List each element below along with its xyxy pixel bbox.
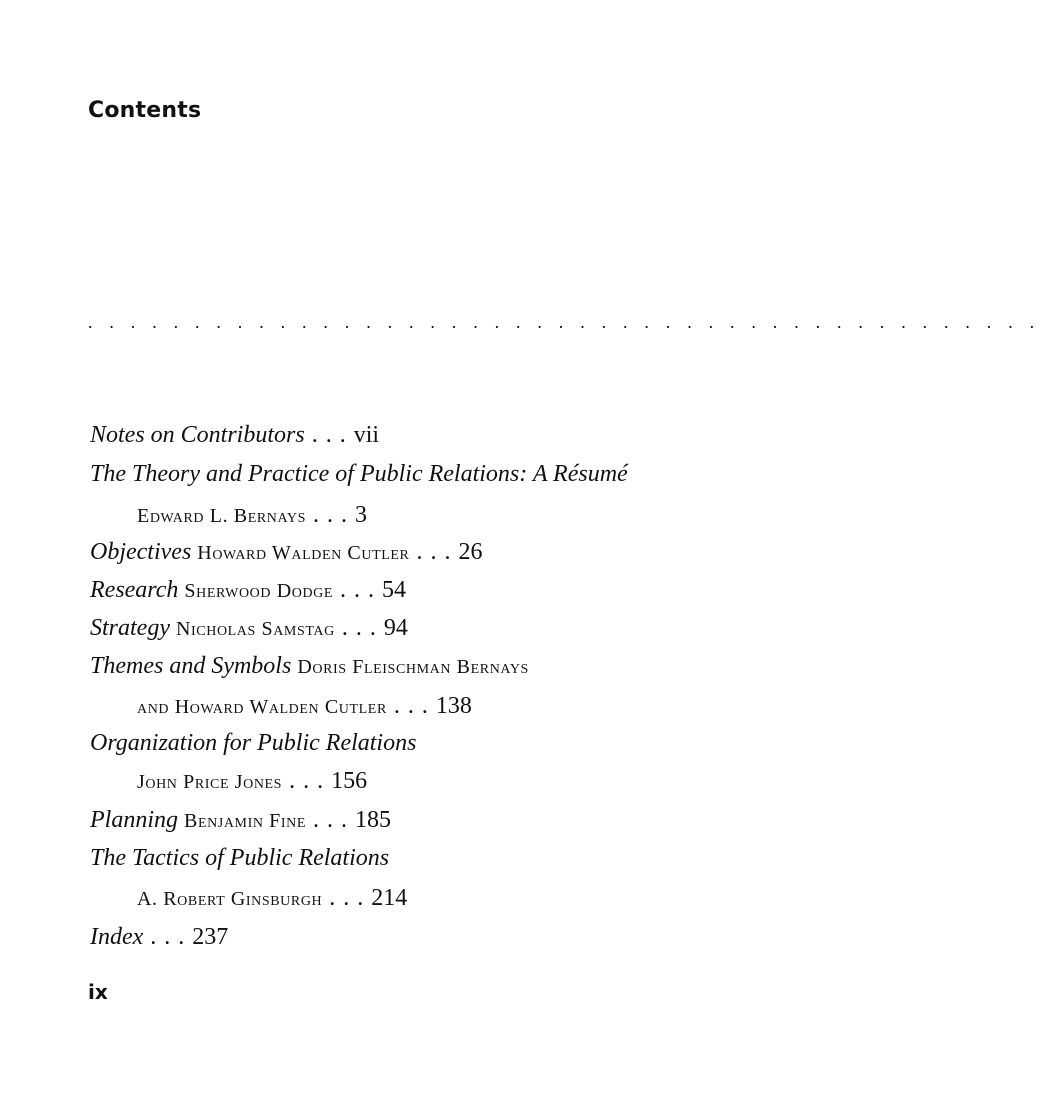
entry-author: A. Robert Ginsburgh	[137, 888, 323, 910]
entry-title: Strategy	[90, 615, 170, 641]
entry-leader: . . .	[306, 807, 356, 833]
toc-entry-theory-practice[interactable]	[90, 460, 628, 488]
entry-title: Planning	[90, 807, 178, 833]
entry-title: Notes on Contributors	[90, 422, 305, 448]
entry-title: Organization for Public Relations	[90, 730, 417, 756]
page-title: Contents	[88, 98, 202, 123]
entry-title: The Tactics of Public Relations	[90, 845, 390, 871]
entry-leader: . . .	[333, 577, 383, 603]
entry-author: Howard Walden Cutler	[197, 542, 410, 564]
entry-page: 237	[192, 924, 229, 950]
entry-author: John Price Jones	[137, 771, 283, 793]
entry-author: Nicholas Samstag	[175, 618, 335, 640]
entry-page: 54	[382, 577, 407, 603]
entry-leader: . . .	[143, 924, 193, 950]
toc-entry-contributors[interactable]	[90, 421, 379, 449]
entry-page: 185	[355, 807, 392, 833]
toc-entry-index[interactable]	[90, 923, 228, 951]
entry-author: Edward L. Bernays	[137, 505, 307, 527]
entry-leader: . . .	[282, 768, 332, 794]
entry-author: Benjamin Fine	[184, 810, 307, 832]
entry-author: Sherwood Dodge	[184, 580, 334, 602]
entry-leader: . . .	[386, 693, 436, 719]
entry-author: Doris Fleischman Bernays	[297, 656, 529, 678]
entry-author: and Howard Walden Cutler	[137, 696, 387, 718]
entry-leader: . . .	[409, 539, 459, 565]
page-number: ix	[88, 980, 108, 1004]
entry-leader: . . .	[322, 885, 372, 911]
entry-page: 94	[383, 615, 408, 641]
entry-page: 214	[371, 885, 408, 911]
entry-title: Objectives	[90, 539, 192, 565]
toc-entry-tactics-author[interactable]	[137, 884, 407, 913]
entry-leader: . . .	[304, 422, 354, 448]
entry-page: 156	[331, 768, 368, 794]
toc-entry-objectives[interactable]	[90, 538, 482, 567]
toc-entry-themes-symbols-author[interactable]	[137, 692, 472, 721]
entry-page: 138	[435, 693, 472, 719]
toc-entry-theory-practice-author[interactable]	[137, 501, 367, 530]
toc-entry-research[interactable]	[90, 576, 406, 605]
entry-title: Themes and Symbols	[90, 653, 292, 679]
toc-entry-themes-symbols[interactable]	[90, 652, 529, 681]
toc-entry-organization[interactable]	[90, 729, 416, 757]
entry-page: vii	[353, 422, 380, 448]
entry-title: The Theory and Practice of Public Relations: A Résumé	[90, 461, 628, 487]
toc-entry-planning[interactable]	[90, 806, 391, 835]
entry-leader: . . .	[334, 615, 384, 641]
entry-leader: . . .	[306, 502, 356, 528]
toc-entry-strategy[interactable]	[90, 614, 408, 643]
entry-page: 26	[458, 539, 483, 565]
entry-page: 3	[355, 502, 368, 528]
entry-title: Index	[90, 924, 144, 950]
dotted-rule: . . . . . . . . . . . . . . . . . . . . . . . . . . . . . . . . . . . . . . . . . . . . .	[88, 312, 1040, 332]
entry-title: Research	[90, 577, 179, 603]
toc-entry-organization-author[interactable]	[137, 767, 367, 796]
toc-entry-tactics[interactable]	[90, 844, 389, 872]
